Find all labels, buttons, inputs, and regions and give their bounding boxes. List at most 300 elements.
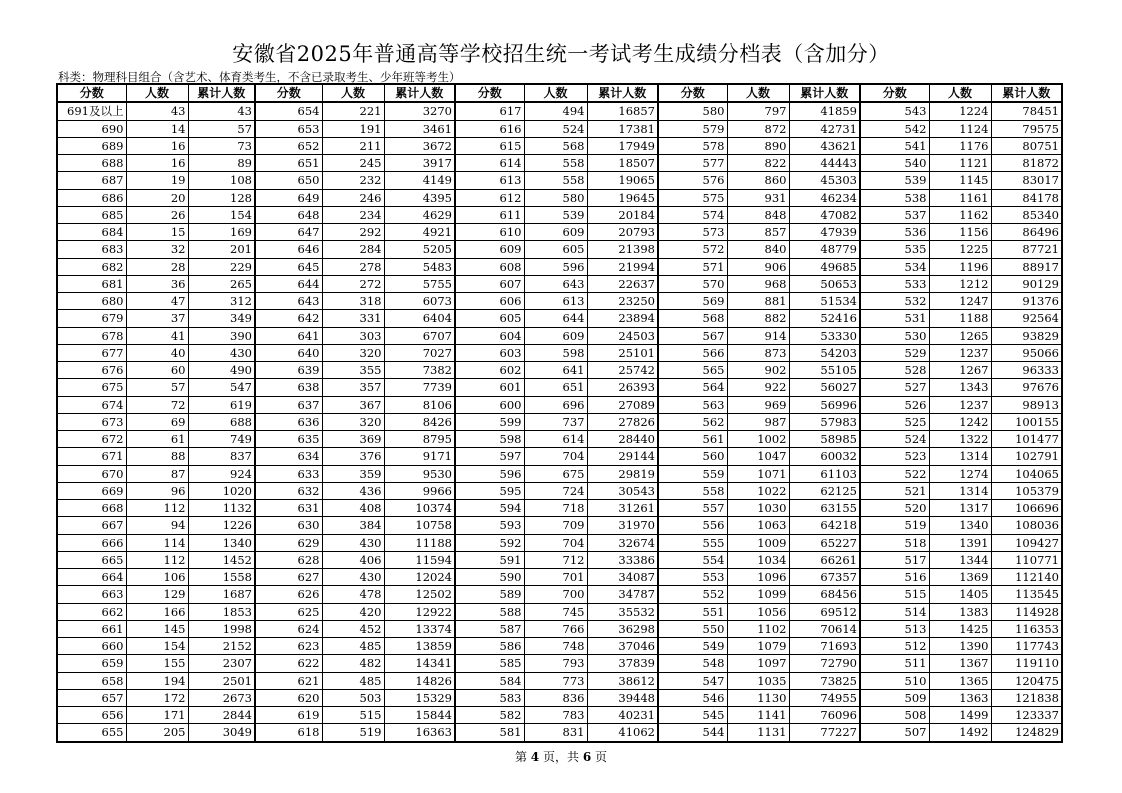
cumulative-cell: 9966 — [384, 482, 455, 499]
cumulative-cell: 749 — [188, 431, 255, 448]
count-cell: 1322 — [929, 431, 991, 448]
score-cell: 603 — [455, 344, 524, 361]
score-cell: 677 — [57, 344, 126, 361]
count-cell: 539 — [524, 206, 587, 223]
table-row — [57, 413, 1062, 430]
score-cell: 683 — [57, 241, 126, 258]
score-cell: 533 — [860, 275, 929, 292]
cumulative-cell: 547 — [188, 379, 255, 396]
count-cell: 234 — [322, 206, 384, 223]
score-cell: 513 — [860, 620, 929, 637]
cumulative-cell: 73 — [188, 137, 255, 154]
cumulative-cell: 3672 — [384, 137, 455, 154]
score-cell: 573 — [658, 224, 727, 241]
cumulative-cell: 31261 — [587, 500, 658, 517]
score-cell: 544 — [658, 724, 727, 742]
table-header-row — [57, 84, 1062, 102]
table-row — [57, 569, 1062, 586]
score-cell: 593 — [455, 517, 524, 534]
cumulative-cell: 79575 — [991, 120, 1062, 137]
count-cell: 860 — [727, 172, 789, 189]
table-row — [57, 120, 1062, 137]
count-cell: 1096 — [727, 569, 789, 586]
score-cell: 628 — [255, 551, 322, 568]
count-cell: 15 — [126, 224, 188, 241]
count-cell: 1071 — [727, 465, 789, 482]
table-row — [57, 172, 1062, 189]
score-cell: 679 — [57, 310, 126, 327]
cumulative-cell: 86496 — [991, 224, 1062, 241]
count-cell: 211 — [322, 137, 384, 154]
score-cell: 687 — [57, 172, 126, 189]
count-cell: 32 — [126, 241, 188, 258]
table-row — [57, 672, 1062, 689]
count-cell: 94 — [126, 517, 188, 534]
score-cell: 662 — [57, 603, 126, 620]
count-cell: 420 — [322, 603, 384, 620]
count-cell: 112 — [126, 500, 188, 517]
score-cell: 631 — [255, 500, 322, 517]
cumulative-cell: 47939 — [789, 224, 860, 241]
cumulative-cell: 4921 — [384, 224, 455, 241]
count-cell: 1367 — [929, 655, 991, 672]
count-cell: 376 — [322, 448, 384, 465]
count-cell: 320 — [322, 413, 384, 430]
cumulative-cell: 13374 — [384, 620, 455, 637]
score-cell: 526 — [860, 396, 929, 413]
score-cell: 647 — [255, 224, 322, 241]
score-cell: 578 — [658, 137, 727, 154]
cumulative-cell: 104065 — [991, 465, 1062, 482]
count-cell: 651 — [524, 379, 587, 396]
count-cell: 272 — [322, 275, 384, 292]
score-cell: 545 — [658, 707, 727, 724]
cumulative-cell: 37839 — [587, 655, 658, 672]
cumulative-cell: 1020 — [188, 482, 255, 499]
score-cell: 682 — [57, 258, 126, 275]
score-cell: 508 — [860, 707, 929, 724]
score-cell: 613 — [455, 172, 524, 189]
cumulative-cell: 490 — [188, 362, 255, 379]
cumulative-cell: 102791 — [991, 448, 1062, 465]
count-cell: 88 — [126, 448, 188, 465]
score-cell: 594 — [455, 500, 524, 517]
cumulative-cell: 50653 — [789, 275, 860, 292]
count-cell: 1047 — [727, 448, 789, 465]
score-cell: 597 — [455, 448, 524, 465]
cumulative-cell: 109427 — [991, 534, 1062, 551]
cumulative-cell: 96333 — [991, 362, 1062, 379]
cumulative-cell: 154 — [188, 206, 255, 223]
score-cell: 568 — [658, 310, 727, 327]
score-cell: 672 — [57, 431, 126, 448]
score-cell: 588 — [455, 603, 524, 620]
score-cell: 507 — [860, 724, 929, 742]
cumulative-cell: 63155 — [789, 500, 860, 517]
table-row — [57, 224, 1062, 241]
cumulative-cell: 83017 — [991, 172, 1062, 189]
count-cell: 922 — [727, 379, 789, 396]
count-cell: 14 — [126, 120, 188, 137]
cumulative-cell: 12502 — [384, 586, 455, 603]
score-cell: 681 — [57, 275, 126, 292]
score-cell: 641 — [255, 327, 322, 344]
score-cell: 689 — [57, 137, 126, 154]
cumulative-cell: 16363 — [384, 724, 455, 742]
score-cell: 608 — [455, 258, 524, 275]
score-cell: 638 — [255, 379, 322, 396]
count-cell: 644 — [524, 310, 587, 327]
score-cell: 665 — [57, 551, 126, 568]
cumulative-cell: 1340 — [188, 534, 255, 551]
count-cell: 16 — [126, 137, 188, 154]
table-row — [57, 638, 1062, 655]
score-cell: 574 — [658, 206, 727, 223]
cumulative-cell: 9530 — [384, 465, 455, 482]
footer-prefix: 第 — [514, 750, 527, 764]
count-cell: 494 — [524, 102, 587, 120]
count-cell: 1274 — [929, 465, 991, 482]
cumulative-cell: 32674 — [587, 534, 658, 551]
score-cell: 626 — [255, 586, 322, 603]
cumulative-cell: 66261 — [789, 551, 860, 568]
count-cell: 890 — [727, 137, 789, 154]
score-cell: 575 — [658, 189, 727, 206]
score-cell: 667 — [57, 517, 126, 534]
score-cell: 678 — [57, 327, 126, 344]
score-cell: 602 — [455, 362, 524, 379]
table-row — [57, 620, 1062, 637]
score-cell: 561 — [658, 431, 727, 448]
cumulative-cell: 89 — [188, 155, 255, 172]
score-cell: 538 — [860, 189, 929, 206]
count-cell: 987 — [727, 413, 789, 430]
cumulative-cell: 61103 — [789, 465, 860, 482]
footer-middle: 页，共 — [542, 750, 579, 764]
cumulative-cell: 1226 — [188, 517, 255, 534]
count-cell: 1237 — [929, 396, 991, 413]
score-cell: 572 — [658, 241, 727, 258]
count-cell: 1002 — [727, 431, 789, 448]
cumulative-cell: 56027 — [789, 379, 860, 396]
cumulative-cell: 23250 — [587, 293, 658, 310]
count-cell: 718 — [524, 500, 587, 517]
count-cell: 1265 — [929, 327, 991, 344]
cumulative-cell: 19645 — [587, 189, 658, 206]
cumulative-cell: 10758 — [384, 517, 455, 534]
table-row — [57, 448, 1062, 465]
score-cell: 618 — [255, 724, 322, 742]
score-cell: 563 — [658, 396, 727, 413]
cumulative-cell: 688 — [188, 413, 255, 430]
score-cell: 516 — [860, 569, 929, 586]
cumulative-cell: 51534 — [789, 293, 860, 310]
count-cell: 503 — [322, 689, 384, 706]
cumulative-header: 累计人数 — [587, 84, 658, 102]
cumulative-cell: 65227 — [789, 534, 860, 551]
score-cell: 581 — [455, 724, 524, 742]
score-cell: 525 — [860, 413, 929, 430]
cumulative-cell: 7027 — [384, 344, 455, 361]
count-cell: 1492 — [929, 724, 991, 742]
cumulative-cell: 1452 — [188, 551, 255, 568]
table-row — [57, 258, 1062, 275]
score-cell: 523 — [860, 448, 929, 465]
score-cell: 559 — [658, 465, 727, 482]
category-subtitle: 科类：物理科目组合（含艺术、体育类考生，不含已录取考生、少年班等考生） — [58, 70, 461, 84]
count-cell: 355 — [322, 362, 384, 379]
cumulative-cell: 31970 — [587, 517, 658, 534]
count-cell: 145 — [126, 620, 188, 637]
cumulative-cell: 10374 — [384, 500, 455, 517]
count-cell: 1176 — [929, 137, 991, 154]
cumulative-cell: 95066 — [991, 344, 1062, 361]
score-cell: 515 — [860, 586, 929, 603]
cumulative-cell: 56996 — [789, 396, 860, 413]
count-cell: 836 — [524, 689, 587, 706]
count-cell: 1369 — [929, 569, 991, 586]
table-row — [57, 241, 1062, 258]
table-row — [57, 327, 1062, 344]
score-cell: 555 — [658, 534, 727, 551]
cumulative-cell: 312 — [188, 293, 255, 310]
table-row — [57, 431, 1062, 448]
table-row — [57, 465, 1062, 482]
cumulative-cell: 21994 — [587, 258, 658, 275]
count-cell: 26 — [126, 206, 188, 223]
cumulative-cell: 6404 — [384, 310, 455, 327]
cumulative-cell: 33386 — [587, 551, 658, 568]
count-cell: 1247 — [929, 293, 991, 310]
count-cell: 1425 — [929, 620, 991, 637]
cumulative-cell: 619 — [188, 396, 255, 413]
table-row — [57, 362, 1062, 379]
count-cell: 524 — [524, 120, 587, 137]
cumulative-cell: 19065 — [587, 172, 658, 189]
count-cell: 359 — [322, 465, 384, 482]
cumulative-cell: 85340 — [991, 206, 1062, 223]
score-cell: 556 — [658, 517, 727, 534]
cumulative-cell: 38612 — [587, 672, 658, 689]
cumulative-cell: 112140 — [991, 569, 1062, 586]
cumulative-cell: 40231 — [587, 707, 658, 724]
table-row — [57, 293, 1062, 310]
score-cell: 534 — [860, 258, 929, 275]
score-cell: 627 — [255, 569, 322, 586]
score-cell: 522 — [860, 465, 929, 482]
count-cell: 1079 — [727, 638, 789, 655]
score-cell: 532 — [860, 293, 929, 310]
count-cell: 857 — [727, 224, 789, 241]
score-cell: 576 — [658, 172, 727, 189]
score-cell: 586 — [455, 638, 524, 655]
cumulative-cell: 15329 — [384, 689, 455, 706]
cumulative-cell: 57983 — [789, 413, 860, 430]
count-cell: 28 — [126, 258, 188, 275]
score-cell: 587 — [455, 620, 524, 637]
score-cell: 690 — [57, 120, 126, 137]
score-cell: 569 — [658, 293, 727, 310]
count-cell: 969 — [727, 396, 789, 413]
score-cell: 668 — [57, 500, 126, 517]
cumulative-cell: 73825 — [789, 672, 860, 689]
count-cell: 1034 — [727, 551, 789, 568]
cumulative-cell: 124829 — [991, 724, 1062, 742]
score-cell: 652 — [255, 137, 322, 154]
score-cell: 642 — [255, 310, 322, 327]
cumulative-cell: 20184 — [587, 206, 658, 223]
score-cell: 621 — [255, 672, 322, 689]
table-row — [57, 724, 1062, 742]
count-cell: 609 — [524, 224, 587, 241]
cumulative-cell: 128 — [188, 189, 255, 206]
score-cell: 604 — [455, 327, 524, 344]
count-cell: 154 — [126, 638, 188, 655]
cumulative-cell: 123337 — [991, 707, 1062, 724]
count-cell: 568 — [524, 137, 587, 154]
score-cell: 548 — [658, 655, 727, 672]
count-cell: 1365 — [929, 672, 991, 689]
score-cell: 619 — [255, 707, 322, 724]
page-title: 安徽省2025年普通高等学校招生统一考试考生成绩分档表（含加分） — [232, 42, 890, 66]
cumulative-cell: 54203 — [789, 344, 860, 361]
score-header: 分数 — [455, 84, 524, 102]
score-cell: 686 — [57, 189, 126, 206]
count-cell: 232 — [322, 172, 384, 189]
score-cell: 617 — [455, 102, 524, 120]
cumulative-cell: 30543 — [587, 482, 658, 499]
score-cell: 589 — [455, 586, 524, 603]
score-cell: 517 — [860, 551, 929, 568]
cumulative-cell: 64218 — [789, 517, 860, 534]
count-cell: 1196 — [929, 258, 991, 275]
count-cell: 36 — [126, 275, 188, 292]
cumulative-cell: 6073 — [384, 293, 455, 310]
count-cell: 1145 — [929, 172, 991, 189]
score-cell: 600 — [455, 396, 524, 413]
cumulative-cell: 88917 — [991, 258, 1062, 275]
score-cell: 579 — [658, 120, 727, 137]
count-cell: 408 — [322, 500, 384, 517]
count-cell: 129 — [126, 586, 188, 603]
count-cell: 609 — [524, 327, 587, 344]
score-cell: 514 — [860, 603, 929, 620]
count-cell: 1224 — [929, 102, 991, 120]
count-cell: 931 — [727, 189, 789, 206]
count-cell: 914 — [727, 327, 789, 344]
cumulative-cell: 114928 — [991, 603, 1062, 620]
cumulative-cell: 924 — [188, 465, 255, 482]
table-row — [57, 551, 1062, 568]
count-cell: 246 — [322, 189, 384, 206]
cumulative-cell: 41062 — [587, 724, 658, 742]
count-cell: 745 — [524, 603, 587, 620]
score-cell: 585 — [455, 655, 524, 672]
count-cell: 1097 — [727, 655, 789, 672]
count-cell: 1161 — [929, 189, 991, 206]
cumulative-cell: 81872 — [991, 155, 1062, 172]
score-cell: 541 — [860, 137, 929, 154]
cumulative-cell: 69512 — [789, 603, 860, 620]
cumulative-cell: 93829 — [991, 327, 1062, 344]
count-cell: 1124 — [929, 120, 991, 137]
score-cell: 542 — [860, 120, 929, 137]
count-cell: 614 — [524, 431, 587, 448]
cumulative-cell: 91376 — [991, 293, 1062, 310]
score-cell: 595 — [455, 482, 524, 499]
score-cell: 605 — [455, 310, 524, 327]
score-cell: 635 — [255, 431, 322, 448]
count-cell: 840 — [727, 241, 789, 258]
cumulative-cell: 11594 — [384, 551, 455, 568]
count-cell: 172 — [126, 689, 188, 706]
count-cell: 737 — [524, 413, 587, 430]
count-cell: 331 — [322, 310, 384, 327]
score-cell: 606 — [455, 293, 524, 310]
score-cell: 521 — [860, 482, 929, 499]
count-cell: 1499 — [929, 707, 991, 724]
count-cell: 906 — [727, 258, 789, 275]
score-cell: 659 — [57, 655, 126, 672]
count-cell: 1237 — [929, 344, 991, 361]
cumulative-cell: 23894 — [587, 310, 658, 327]
count-cell: 766 — [524, 620, 587, 637]
score-cell: 583 — [455, 689, 524, 706]
score-cell: 640 — [255, 344, 322, 361]
count-cell: 57 — [126, 379, 188, 396]
score-cell: 527 — [860, 379, 929, 396]
cumulative-cell: 110771 — [991, 551, 1062, 568]
cumulative-cell: 201 — [188, 241, 255, 258]
cumulative-cell: 29819 — [587, 465, 658, 482]
count-cell: 357 — [322, 379, 384, 396]
score-cell: 653 — [255, 120, 322, 137]
count-cell: 793 — [524, 655, 587, 672]
count-cell: 47 — [126, 293, 188, 310]
count-cell: 641 — [524, 362, 587, 379]
count-cell: 696 — [524, 396, 587, 413]
score-cell: 657 — [57, 689, 126, 706]
cumulative-cell: 41859 — [789, 102, 860, 120]
cumulative-cell: 7739 — [384, 379, 455, 396]
table-row — [57, 586, 1062, 603]
count-cell: 278 — [322, 258, 384, 275]
count-cell: 1162 — [929, 206, 991, 223]
score-cell: 540 — [860, 155, 929, 172]
score-header: 分数 — [658, 84, 727, 102]
score-cell: 511 — [860, 655, 929, 672]
count-cell: 205 — [126, 724, 188, 742]
cumulative-cell: 7382 — [384, 362, 455, 379]
count-cell: 1141 — [727, 707, 789, 724]
score-header: 分数 — [860, 84, 929, 102]
count-cell: 712 — [524, 551, 587, 568]
cumulative-cell: 18507 — [587, 155, 658, 172]
cumulative-cell: 108 — [188, 172, 255, 189]
cumulative-cell: 70614 — [789, 620, 860, 637]
cumulative-cell: 25742 — [587, 362, 658, 379]
cumulative-cell: 76096 — [789, 707, 860, 724]
count-cell: 41 — [126, 327, 188, 344]
score-cell: 669 — [57, 482, 126, 499]
count-cell: 848 — [727, 206, 789, 223]
count-cell: 872 — [727, 120, 789, 137]
cumulative-cell: 5205 — [384, 241, 455, 258]
cumulative-cell: 1998 — [188, 620, 255, 637]
count-header: 人数 — [929, 84, 991, 102]
cumulative-cell: 349 — [188, 310, 255, 327]
score-header: 分数 — [255, 84, 322, 102]
